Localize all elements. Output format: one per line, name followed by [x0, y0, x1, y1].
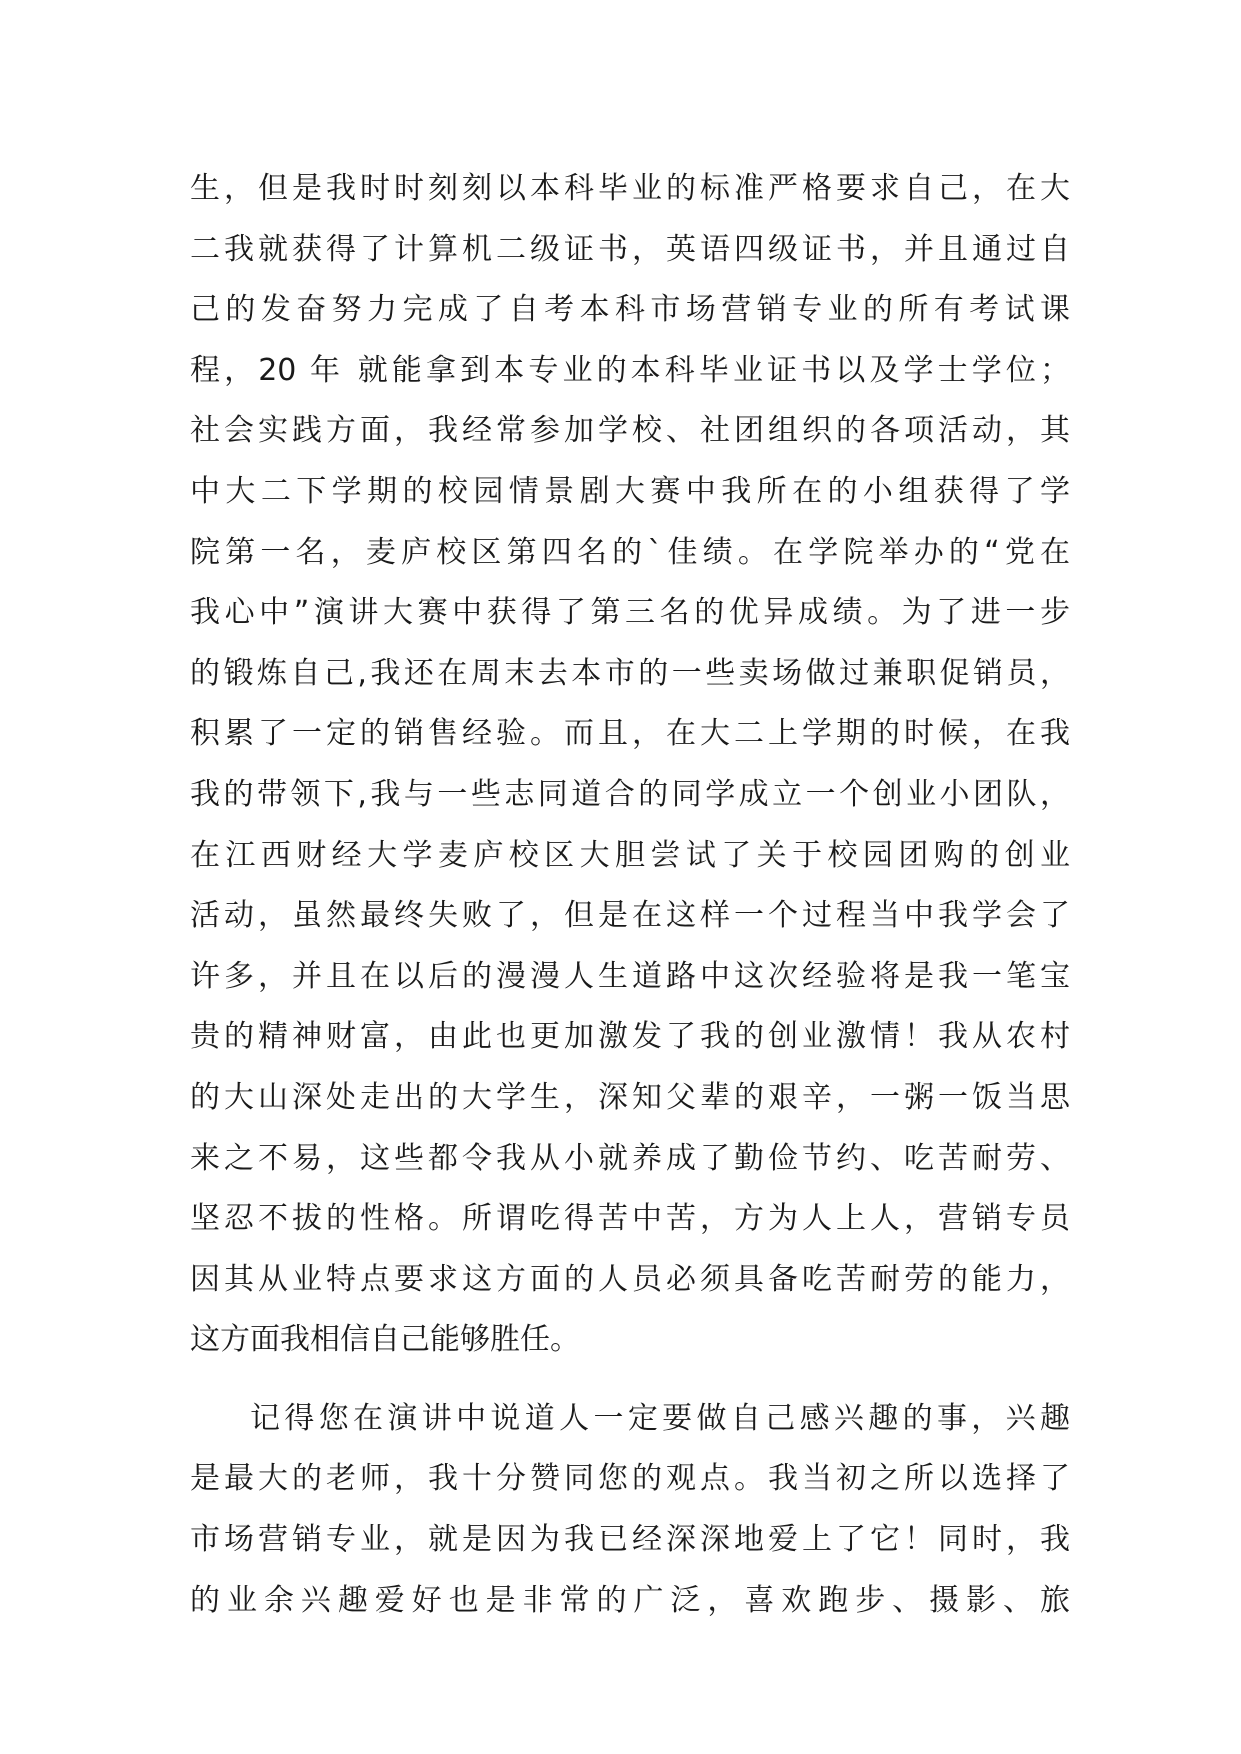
text-line: 这方面我相信自己能够胜任。 — [190, 1322, 580, 1358]
text-line: 的业余兴趣爱好也是非常的广泛，喜欢跑步、摄影、旅 — [190, 1582, 1070, 1618]
text-line: 二我就获得了计算机二级证书，英语四级证书，并且通过自 — [190, 231, 1070, 267]
text-line: 贵的精神财富，由此也更加激发了我的创业激情！我从农村 — [190, 1019, 1070, 1055]
text-line: 院第一名，麦庐校区第四名的`佳绩。在学院举办的“党在 — [190, 534, 1070, 570]
paragraph-gap — [190, 1371, 1070, 1389]
text-line: 我心中”演讲大赛中获得了第三名的优异成绩。为了进一步 — [190, 595, 1070, 631]
text-line: 活动，虽然最终失败了，但是在这样一个过程当中我学会了 — [190, 898, 1070, 934]
text-line: 社会实践方面，我经常参加学校、社团组织的各项活动，其 — [190, 413, 1070, 449]
text-line: 来之不易，这些都令我从小就养成了勤俭节约、吃苦耐劳、 — [190, 1140, 1070, 1176]
text-line: 我的带领下,我与一些志同道合的同学成立一个创业小团队， — [190, 776, 1070, 812]
text-line: 的锻炼自己,我还在周末去本市的一些卖场做过兼职促销员， — [190, 655, 1070, 691]
text-line: 记得您在演讲中说道人一定要做自己感兴趣的事，兴趣 — [250, 1400, 1070, 1436]
text-line: 己的发奋努力完成了自考本科市场营销专业的所有考试课 — [190, 292, 1070, 328]
text-line: 坚忍不拔的性格。所谓吃得苦中苦，方为人上人，营销专员 — [190, 1201, 1070, 1237]
text-line: 积累了一定的销售经验。而且，在大二上学期的时候，在我 — [190, 716, 1070, 752]
text-line: 中大二下学期的校园情景剧大赛中我所在的小组获得了学 — [190, 473, 1070, 509]
text-line: 生，但是我时时刻刻以本科毕业的标准严格要求自己，在大 — [190, 171, 1070, 206]
text-line: 因其从业特点要求这方面的人员必须具备吃苦耐劳的能力， — [190, 1261, 1070, 1297]
text-line: 在江西财经大学麦庐校区大胆尝试了关于校园团购的创业 — [190, 837, 1070, 873]
text-line: 市场营销专业，就是因为我已经深深地爱上了它！同时，我 — [190, 1522, 1070, 1558]
text-line: 程，20 年 就能拿到本专业的本科毕业证书以及学士学位； — [190, 352, 1070, 388]
text-line: 的大山深处走出的大学生，深知父辈的艰辛，一粥一饭当思 — [190, 1079, 1070, 1115]
body-text — [190, 159, 1070, 1631]
text-line: 是最大的老师，我十分赞同您的观点。我当初之所以选择了 — [190, 1461, 1070, 1497]
text-line: 许多，并且在以后的漫漫人生道路中这次经验将是我一笔宝 — [190, 958, 1070, 994]
